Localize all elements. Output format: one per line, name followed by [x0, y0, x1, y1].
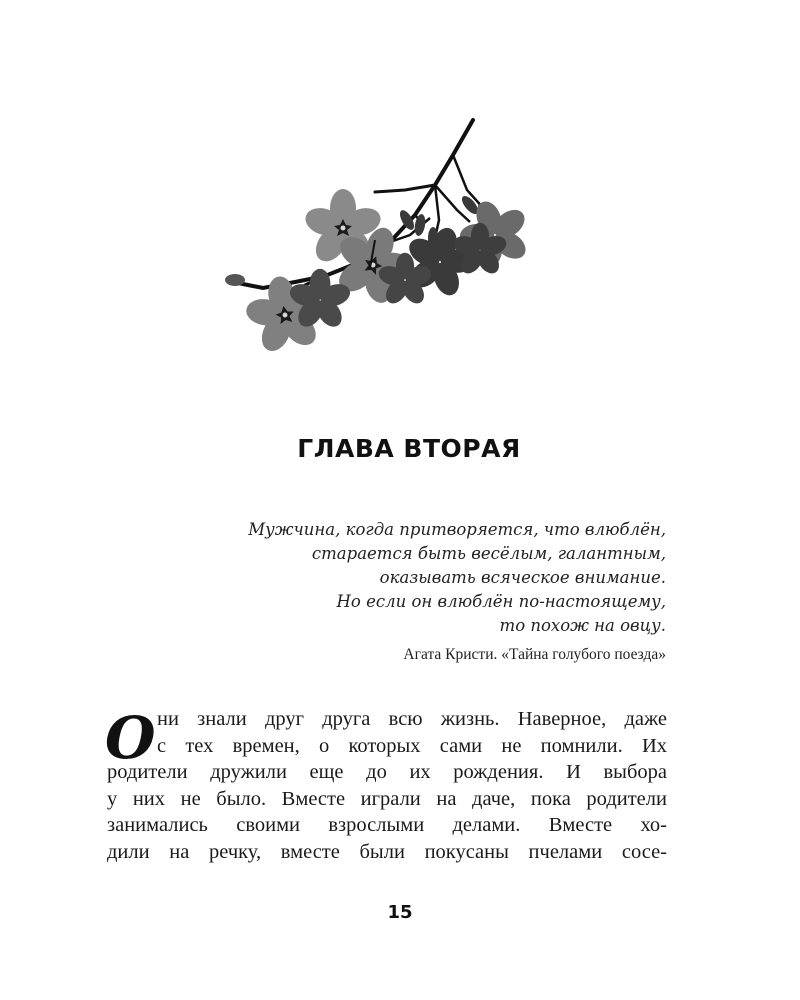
- body-line: дили на речку, вместе были покусаны пчелами сосе-: [107, 840, 667, 863]
- drop-cap: О: [105, 704, 156, 772]
- epigraph-line: то похож на овцу.: [499, 616, 666, 635]
- epigraph-source: Агата Кристи. «Тайна голубого поезда»: [403, 646, 666, 663]
- body-line: занимались своими взрослыми делами. Вместе хо-: [107, 814, 667, 836]
- epigraph-line: Мужчина, когда притворяется, что влюблён,: [248, 520, 666, 539]
- epigraph-line: оказывать всяческое внимание.: [379, 568, 666, 587]
- epigraph-line: старается быть весёлым, галантным,: [311, 544, 666, 563]
- body-line: с тех времен, о которых сами не помнили. Их: [157, 734, 667, 757]
- body-text: [107, 706, 667, 865]
- page-number: 15: [387, 902, 413, 923]
- epigraph: [196, 518, 666, 666]
- body-line: ни знали друг друга всю жизнь. Наверное, даже: [157, 708, 667, 730]
- body-line: у них не было. Вместе играли на даче, пока родители: [107, 787, 667, 810]
- epigraph-line: Но если он влюблён по-настоящему,: [336, 592, 666, 611]
- chapter-title: ГЛАВА ВТОРАЯ: [297, 434, 521, 463]
- body-line: родители дружили еще до их рождения. И выбора: [107, 761, 667, 783]
- cherry-blossom-branch-icon: [225, 110, 545, 360]
